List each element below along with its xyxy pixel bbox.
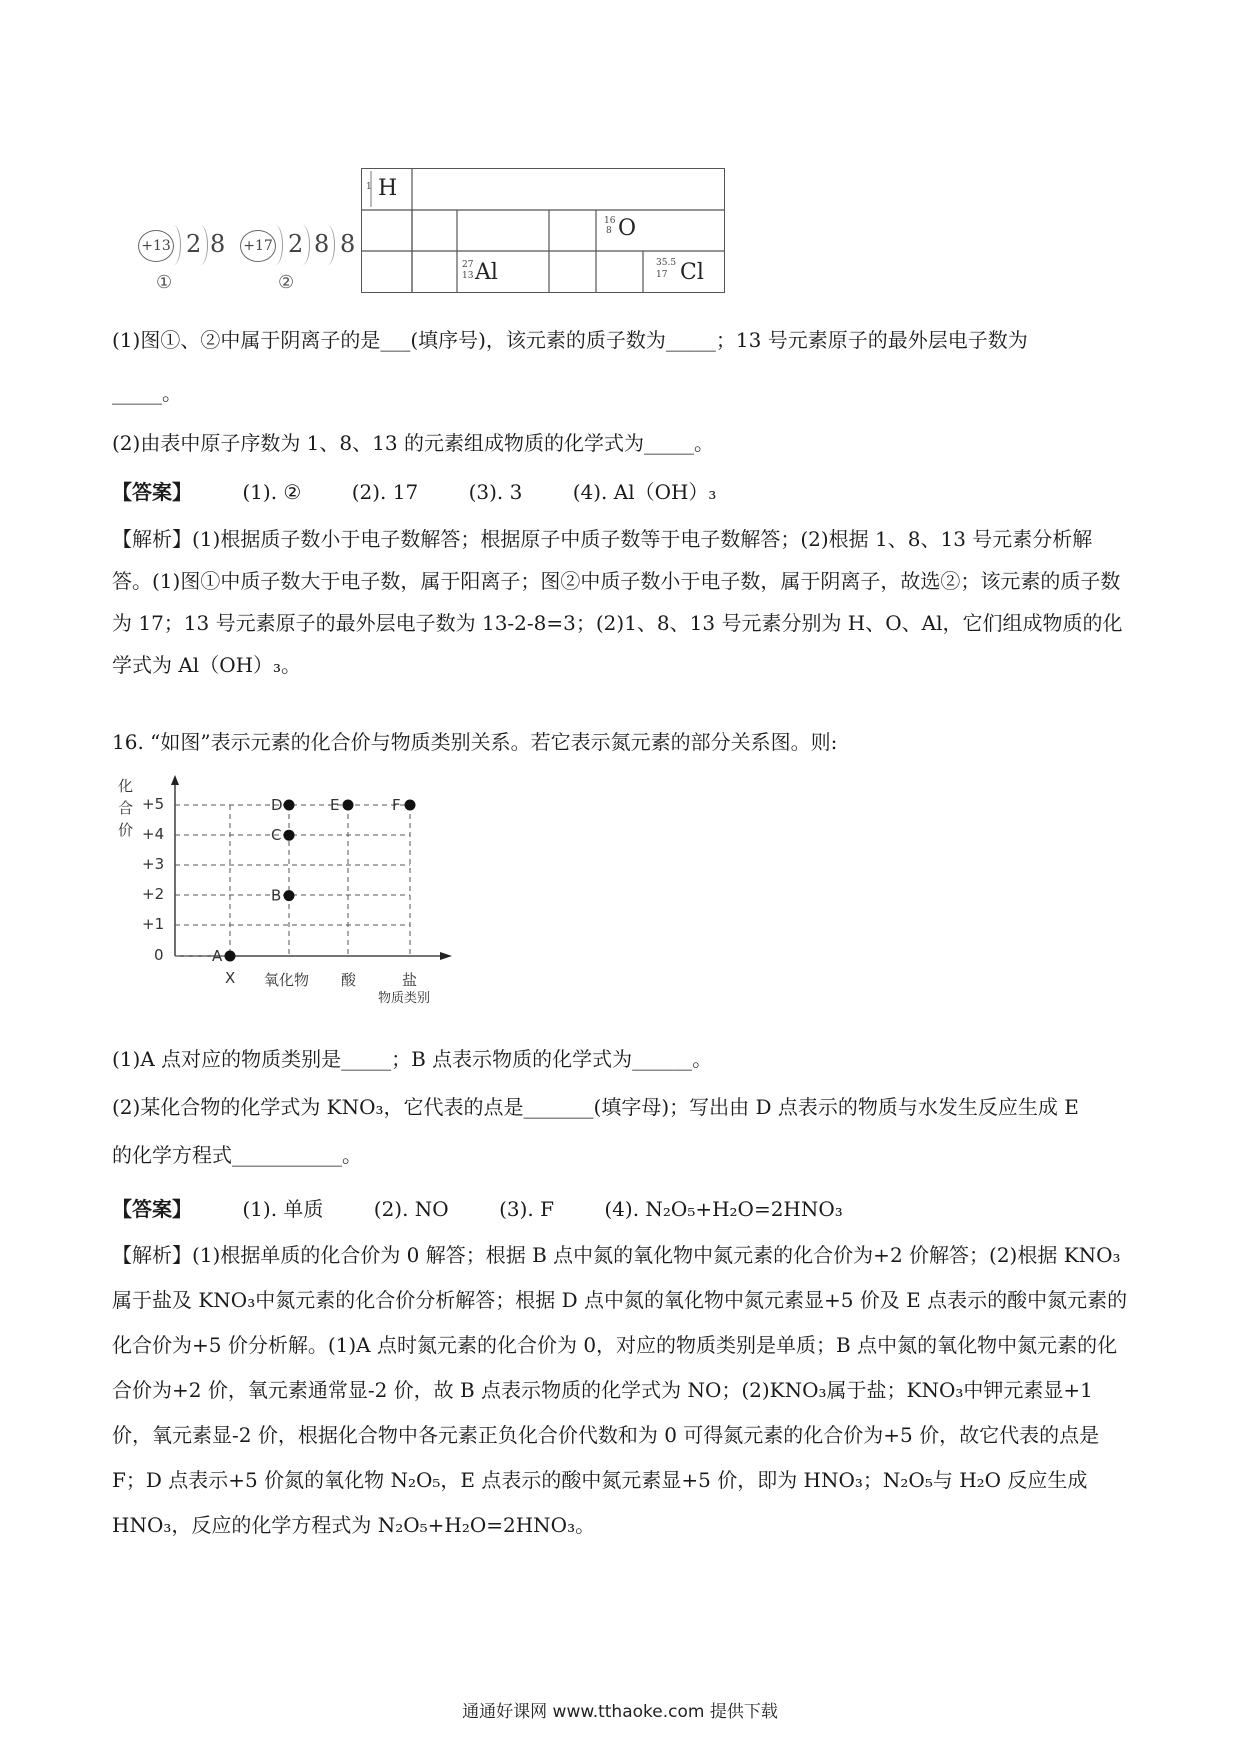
y-tick-label: +5 [142, 795, 165, 813]
nucleus-1: +13 [138, 230, 174, 262]
q15-analysis: 【解析】(1)根据质子数小于电子数解答；根据原子中质子数等于电子数解答；(2)根据 1、8、13 号元素分析解答。(1)图①中质子数大于电子数，属于阳离子；图②中质子数小于电子数，属于阴离子，故选②；该元素的质子数为 17；13 号元素原子的最外层电子数为 13-2-8=3；(2)1、8、13 号元素分别为 H、O、Al，它们组成物质的化学式为 Al（OH）₃。 [112, 527, 1123, 677]
shell-arc [166, 225, 181, 265]
atomic-number-O: 8 [606, 226, 612, 236]
answer-label: 【答案】 [112, 1197, 192, 1221]
q15-part2: (2)由表中原子序数为 1、8、13 的元素组成物质的化学式为_____。 [112, 431, 714, 455]
point-label-C: C [271, 826, 282, 845]
y-axis-label-char: 合 [118, 799, 134, 817]
shell-count: 8 [340, 230, 356, 258]
point-B [284, 890, 295, 901]
y-axis-label-char: 价 [118, 821, 134, 839]
shell-count: 8 [210, 230, 226, 258]
shell-count: 2 [186, 230, 202, 258]
element-symbol-O: O [618, 216, 637, 241]
y-tick-label: +2 [142, 885, 165, 903]
answer-label: 【答案】 [112, 480, 192, 504]
point-D [284, 800, 295, 811]
q16-part2-line1: (2)某化合物的化学式为 KNO₃，它代表的点是_______(填字母)；写出由 D 点表示的物质与水发生反应生成 E [112, 1095, 1079, 1119]
q15-answer-row [112, 477, 716, 507]
point-A [225, 951, 236, 962]
atomic-mass-O: 16 [604, 216, 616, 226]
point-E [343, 800, 354, 811]
periodic-table-fragment [361, 168, 725, 293]
table-grid-lines [362, 169, 724, 292]
answer-item: (3). F [499, 1197, 554, 1221]
q15-part1-line2: _____。 [112, 381, 182, 405]
q16-stem: 16. “如图”表示元素的化合价与物质类别关系。若它表示氮元素的部分关系图。则: [112, 730, 838, 754]
answer-item: (2). NO [373, 1197, 449, 1221]
q15-part1-line1: (1)图①、②中属于阴离子的是___(填序号)，该元素的质子数为_____；13 号元素原子的最外层电子数为 [112, 328, 1028, 352]
point-C [284, 830, 295, 841]
atomic-mass-Al: 27 [462, 260, 474, 270]
valence-graph [118, 775, 458, 1005]
y-axis-label-char: 化 [118, 777, 134, 795]
point-label-A: A [212, 947, 223, 965]
y-tick-label: +1 [142, 915, 165, 933]
answer-item: (3). 3 [468, 480, 523, 504]
answer-item: (4). N₂O₅+H₂O=2HNO₃ [604, 1197, 843, 1221]
point-label-B: B [271, 886, 282, 905]
atomic-number-H: 1 [366, 182, 372, 192]
q16-part1: (1)A 点对应的物质类别是_____；B 点表示物质的化学式为______。 [112, 1047, 713, 1071]
atomic-number-Cl: 17 [656, 270, 668, 280]
nucleus-2: +17 [240, 230, 276, 262]
x-axis-label: 物质类别 [378, 991, 431, 1006]
shell-arc [295, 225, 310, 265]
point-F [405, 800, 416, 811]
shell-count: 2 [288, 230, 304, 258]
answer-item: (1). ② [242, 480, 302, 504]
q16-analysis: 【解析】(1)根据单质的化合价为 0 解答；根据 B 点中氮的氧化物中氮元素的化合价为+2 价解答；(2)根据 KNO₃属于盐及 KNO₃中氮元素的化合价分析解答；根据 D 点中氮的氧化物中氮元素显+5 价及 E 点表示的酸中氮元素的化合价为+5 价分析解。(1)A 点时氮元素的化合价为 0，对应的物质类别是单质；B 点中氮的氧化物中氮元素的化合价为+2 价，氧元素通常显-2 价，故 B 点表示物质的化学式为 NO；(2)KNO₃属于盐；KNO₃中钾元素显+1 价，氧元素显-2 价，根据化合物中各元素正负化合价代数和为 0 可得氮元素的化合价为+5 价，故它代表的点是 F；D 点表示+5 价氮的氧化物 N₂O₅，E 点表示的酸中氮元素显+5 价，即为 HNO₃；N₂O₅与 H₂O 反应生成 HNO₃，反应的化学方程式为 N₂O₅+H₂O=2HNO₃。 [112, 1243, 1128, 1537]
answer-item: (4). Al（OH）₃ [572, 480, 717, 504]
shell-count: 8 [314, 230, 330, 258]
shell-arc [268, 225, 283, 265]
x-tick-label: 酸 [341, 971, 357, 989]
shell-arc [193, 225, 208, 265]
page-footer: 通通好课网 www.tthaoke.com 提供下载 [462, 1702, 778, 1722]
point-label-D: D [271, 796, 283, 814]
answer-item: (2). 17 [351, 480, 419, 504]
atom-label-1: ① [156, 272, 173, 293]
atom-label-2: ② [278, 272, 295, 293]
answer-item: (1). 单质 [242, 1197, 324, 1221]
x-tick-label: X [225, 969, 236, 987]
y-tick-label: +3 [142, 855, 165, 873]
q16-part2-line2: 的化学方程式___________。 [112, 1143, 362, 1167]
shell-arc [320, 225, 335, 265]
atomic-number-Al: 13 [462, 271, 474, 281]
element-symbol-Cl: Cl [680, 260, 704, 285]
element-symbol-H: H [378, 176, 398, 201]
x-tick-label: 氧化物 [264, 971, 310, 989]
atom-diagram-2 [240, 224, 360, 294]
point-label-E: E [330, 796, 340, 814]
x-tick-label: 盐 [402, 971, 418, 989]
y-tick-label: +4 [142, 825, 165, 843]
element-symbol-Al: Al [475, 260, 498, 285]
atomic-mass-Cl: 35.5 [656, 258, 677, 268]
y-tick-label: 0 [154, 946, 164, 964]
point-label-F: F [392, 796, 401, 814]
q16-answer-row [112, 1194, 843, 1224]
atom-diagram-1 [138, 224, 238, 294]
